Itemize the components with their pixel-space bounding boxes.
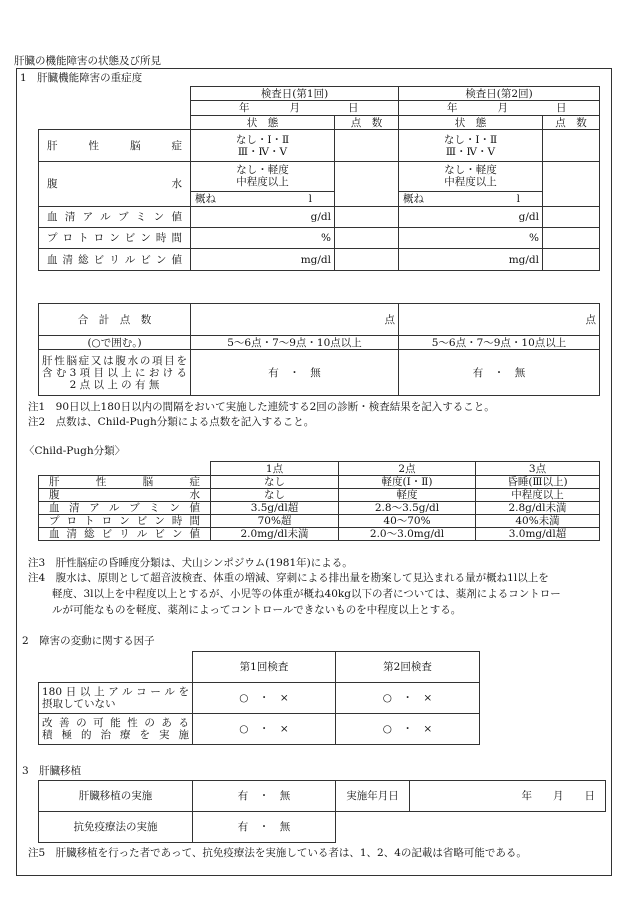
condition-yesno-2[interactable]: 有 ・ 無 xyxy=(399,350,600,396)
cp-cell: なし xyxy=(211,489,339,502)
condition-label: 肝性脳症又は腹水の項目を 含む3項目以上における 2 点 以 上 の 有 無 xyxy=(39,350,191,396)
cp-cell: 40〜70% xyxy=(339,515,476,528)
bilirubin-value-1[interactable]: mg/dl xyxy=(191,249,335,271)
note-4-line2: 軽度、3l以上を中程度以上とするが、小児等の体重が概ね40kg以下の者については、薬剤によるコントロー xyxy=(52,588,561,600)
cp-col-3: 3点 xyxy=(476,462,600,476)
cp-cell: 軽度 xyxy=(339,489,476,502)
severity-table xyxy=(38,86,600,271)
cp-cell: 40%未満 xyxy=(476,515,600,528)
cp-row-label: 血清アルブミン値 xyxy=(39,502,211,515)
albumin-value-2[interactable]: g/dl xyxy=(399,207,543,228)
bilirubin-points-1[interactable] xyxy=(335,249,399,271)
cp-cell: 中程度以上 xyxy=(476,489,600,502)
ascites-points-1[interactable] xyxy=(335,162,399,207)
childpugh-heading: 〈Child-Pugh分類〉 xyxy=(24,445,126,457)
cp-row-label: 肝 性 脳 症 xyxy=(39,476,211,489)
state-col-header: 状 態 xyxy=(399,116,543,130)
transplant-table xyxy=(38,780,606,843)
total-points-2[interactable]: 点 xyxy=(399,304,600,336)
albumin-points-2[interactable] xyxy=(543,207,600,228)
encephalopathy-points-2[interactable] xyxy=(543,130,600,162)
note-2: 注2 点数は、Child-Pugh分類による点数を記入すること。 xyxy=(28,416,315,428)
range-options-1[interactable]: 5〜6点・7〜9点・10点以上 xyxy=(191,336,399,350)
prothrombin-value-1[interactable]: % xyxy=(191,228,335,249)
range-options-2[interactable]: 5〜6点・7〜9点・10点以上 xyxy=(399,336,600,350)
ascites-points-2[interactable] xyxy=(543,162,600,207)
bilirubin-label: 血清総ビリルビン値 xyxy=(39,249,191,271)
state-col-header: 状 態 xyxy=(191,116,335,130)
encephalopathy-state-2[interactable]: なし・Ⅰ・Ⅱ Ⅲ・Ⅳ・Ⅴ xyxy=(399,130,543,162)
cp-cell: 3.0mg/dl超 xyxy=(476,528,600,541)
alcohol-mark-1[interactable]: ○ ・ × xyxy=(193,683,336,714)
cp-cell: 昏睡(Ⅲ以上) xyxy=(476,476,600,489)
exam2-date[interactable]: 年 月 日 xyxy=(399,101,600,116)
cp-cell: 3.5g/dl超 xyxy=(211,502,339,515)
prothrombin-value-2[interactable]: % xyxy=(399,228,543,249)
ascites-state-2[interactable]: なし・軽度 中程度以上 概ね l xyxy=(399,162,543,207)
transplant-yesno[interactable]: 有 ・ 無 xyxy=(193,781,336,812)
treatment-mark-2[interactable]: ○ ・ × xyxy=(336,714,480,745)
cp-cell: 2.8〜3.5g/dl xyxy=(339,502,476,515)
prothrombin-label: プロトロンビン時間 xyxy=(39,228,191,249)
total-table xyxy=(38,303,600,396)
circle-instruction: (○で囲む。) xyxy=(39,336,191,350)
exam1-header: 検査日(第1回) xyxy=(191,87,399,101)
immuno-yesno[interactable]: 有 ・ 無 xyxy=(193,812,336,843)
cp-cell: 2.0〜3.0mg/dl xyxy=(339,528,476,541)
cp-cell: 70%超 xyxy=(211,515,339,528)
cp-row-label: 血清総ビリルビン値 xyxy=(39,528,211,541)
ascites-label: 腹 水 xyxy=(39,162,191,207)
ascites-state-1[interactable]: なし・軽度 中程度以上 概ね l xyxy=(191,162,335,207)
condition-yesno-1[interactable]: 有 ・ 無 xyxy=(191,350,399,396)
cp-cell: なし xyxy=(211,476,339,489)
alcohol-label: 180日以上アルコールを 摂取していない xyxy=(39,683,193,714)
immuno-label: 抗免疫療法の実施 xyxy=(39,812,193,843)
prothrombin-points-2[interactable] xyxy=(543,228,600,249)
section2-heading: 2 障害の変動に関する因子 xyxy=(22,635,155,647)
treatment-label: 改善の可能性のある 積極的治療を実施 xyxy=(39,714,193,745)
factor-col-2: 第2回検査 xyxy=(336,652,480,683)
alcohol-mark-2[interactable]: ○ ・ × xyxy=(336,683,480,714)
section3-heading: 3 肝臓移植 xyxy=(22,765,82,777)
childpugh-table xyxy=(38,461,600,541)
transplant-date[interactable]: 年 月 日 xyxy=(410,781,606,812)
cp-row-label: プロトロンビン時間 xyxy=(39,515,211,528)
cp-cell: 2.8g/dl未満 xyxy=(476,502,600,515)
transplant-label: 肝臓移植の実施 xyxy=(39,781,193,812)
total-points-1[interactable]: 点 xyxy=(191,304,399,336)
albumin-points-1[interactable] xyxy=(335,207,399,228)
cp-col-1: 1点 xyxy=(211,462,339,476)
cp-col-2: 2点 xyxy=(339,462,476,476)
cp-cell: 軽度(Ⅰ・Ⅱ) xyxy=(339,476,476,489)
albumin-label: 血清アルブミン値 xyxy=(39,207,191,228)
cp-row-label: 腹 水 xyxy=(39,489,211,502)
note-5: 注5 肝臓移植を行った者であって、抗免疫療法を実施している者は、1、2、4の記載は省略可能である。 xyxy=(28,847,527,859)
encephalopathy-state-1[interactable]: なし・Ⅰ・Ⅱ Ⅲ・Ⅳ・Ⅴ xyxy=(191,130,335,162)
note-3: 注3 肝性脳症の昏睡度分類は、犬山シンポジウム(1981年)による。 xyxy=(28,557,353,569)
note-4-line1: 注4 腹水は、原則として超音波検査、体重の増減、穿刺による排出量を勘案して見込まれる量が概ね1l以上を xyxy=(28,572,549,584)
bilirubin-value-2[interactable]: mg/dl xyxy=(399,249,543,271)
treatment-mark-1[interactable]: ○ ・ × xyxy=(193,714,336,745)
factor-col-1: 第1回検査 xyxy=(193,652,336,683)
albumin-value-1[interactable]: g/dl xyxy=(191,207,335,228)
factors-table xyxy=(38,651,480,745)
points-col-header: 点 数 xyxy=(543,116,600,130)
note-1: 注1 90日以上180日以内の間隔をおいて実施した連続する2回の診断・検査結果を記入すること。 xyxy=(28,401,495,413)
bilirubin-points-2[interactable] xyxy=(543,249,600,271)
transplant-date-label: 実施年月日 xyxy=(336,781,410,812)
cp-cell: 2.0mg/dl未満 xyxy=(211,528,339,541)
exam2-header: 検査日(第2回) xyxy=(399,87,600,101)
total-label: 合 計 点 数 xyxy=(39,304,191,336)
section1-heading: 1 肝臓機能障害の重症度 xyxy=(20,72,143,84)
encephalopathy-label: 肝 性 脳 症 xyxy=(39,130,191,162)
exam1-date[interactable]: 年 月 日 xyxy=(191,101,399,116)
prothrombin-points-1[interactable] xyxy=(335,228,399,249)
page-title: 肝臓の機能障害の状態及び所見 xyxy=(14,55,161,67)
encephalopathy-points-1[interactable] xyxy=(335,130,399,162)
note-4-line3: ルが可能なものを軽度、薬剤によってコントロールできないものを中程度以上とする。 xyxy=(52,604,462,616)
points-col-header: 点 数 xyxy=(335,116,399,130)
